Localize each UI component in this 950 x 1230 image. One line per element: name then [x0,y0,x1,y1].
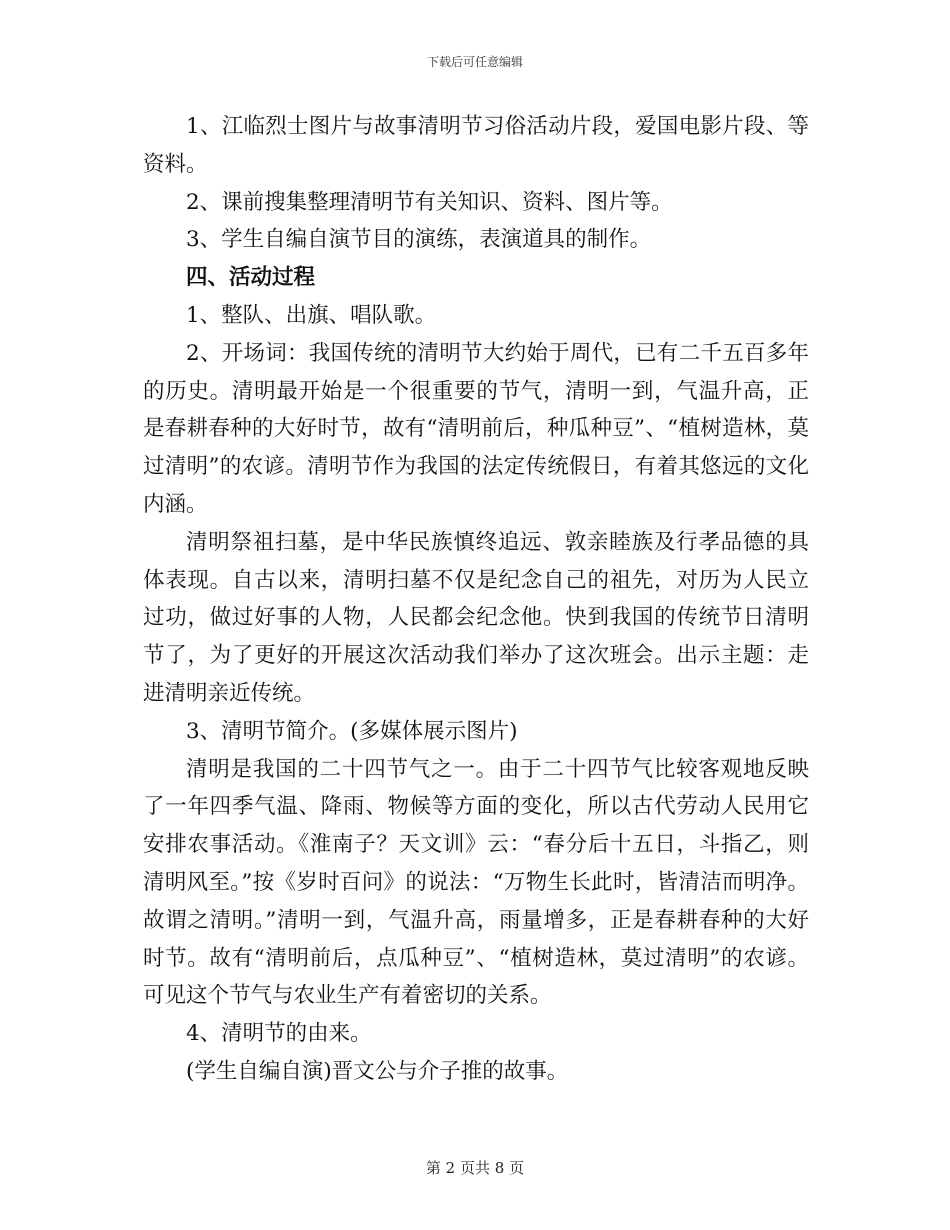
paragraph-qingming-intro: 清明是我国的二十四节气之一。由于二十四节气比较客观地反映了一年四季气温、降雨、物候等方面的变化，所以古代劳动人民用它安排农事活动。《淮南子？天文训》云：“春分后十五日，斗指乙，则清明风至。”按《岁时百问》的说法：“万物生长此时，皆清洁而明净。故谓之清明。”清明一到，气温升高，雨量增多，正是春耕春种的大好时节。故有“清明前后，点瓜种豆”、“植树造林，莫过清明”的农谚。可见这个节气与农业生产有着密切的关系。 [143,756,809,1009]
paragraph-step-3: 3、清明节简介。(多媒体展示图片) [186,718,518,744]
paragraph-materials-1: 1、江临烈士图片与故事清明节习俗活动片段，爱国电影片段、等资料。 [143,114,809,177]
page-footer: 第 2 页共 8 页 [425,1159,525,1177]
paragraph-materials-2: 2、课前搜集整理清明节有关知识、资料、图片等。 [186,189,673,215]
paragraph-step-2-opening: 2、开场词：我国传统的清明节大约始于周代，已有二千五百多年的历史。清明最开始是一个很重要的节气，清明一到，气温升高，正是春耕春种的大好时节，故有“清明前后，种瓜种豆”、“植树造林，莫过清明”的农谚。清明节作为我国的法定传统假日，有着其悠远的文化内涵。 [143,340,809,517]
section-heading-activity-process: 四、活动过程 [186,265,316,291]
page-header: 下载后可任意编辑 [426,55,523,69]
paragraph-step-4: 4、清明节的由来。 [186,1021,372,1047]
paragraph-tomb-sweeping: 清明祭祖扫墓，是中华民族慎终追远、敦亲睦族及行孝品德的具体表现。自古以来，清明扫墓不仅是纪念自己的祖先，对历为人民立过功，做过好事的人物，人民都会纪念他。快到我国的传统节日清明节了，为了更好的开展这次活动我们举办了这次班会。出示主题：走进清明亲近传统。 [143,529,809,706]
paragraph-materials-3: 3、学生自编自演节目的演练，表演道具的制作。 [186,227,652,253]
paragraph-story: (学生自编自演)晋文公与介子推的故事。 [186,1058,569,1084]
document-body [143,108,809,1091]
paragraph-step-1: 1、整队、出旗、唱队歌。 [186,302,437,328]
